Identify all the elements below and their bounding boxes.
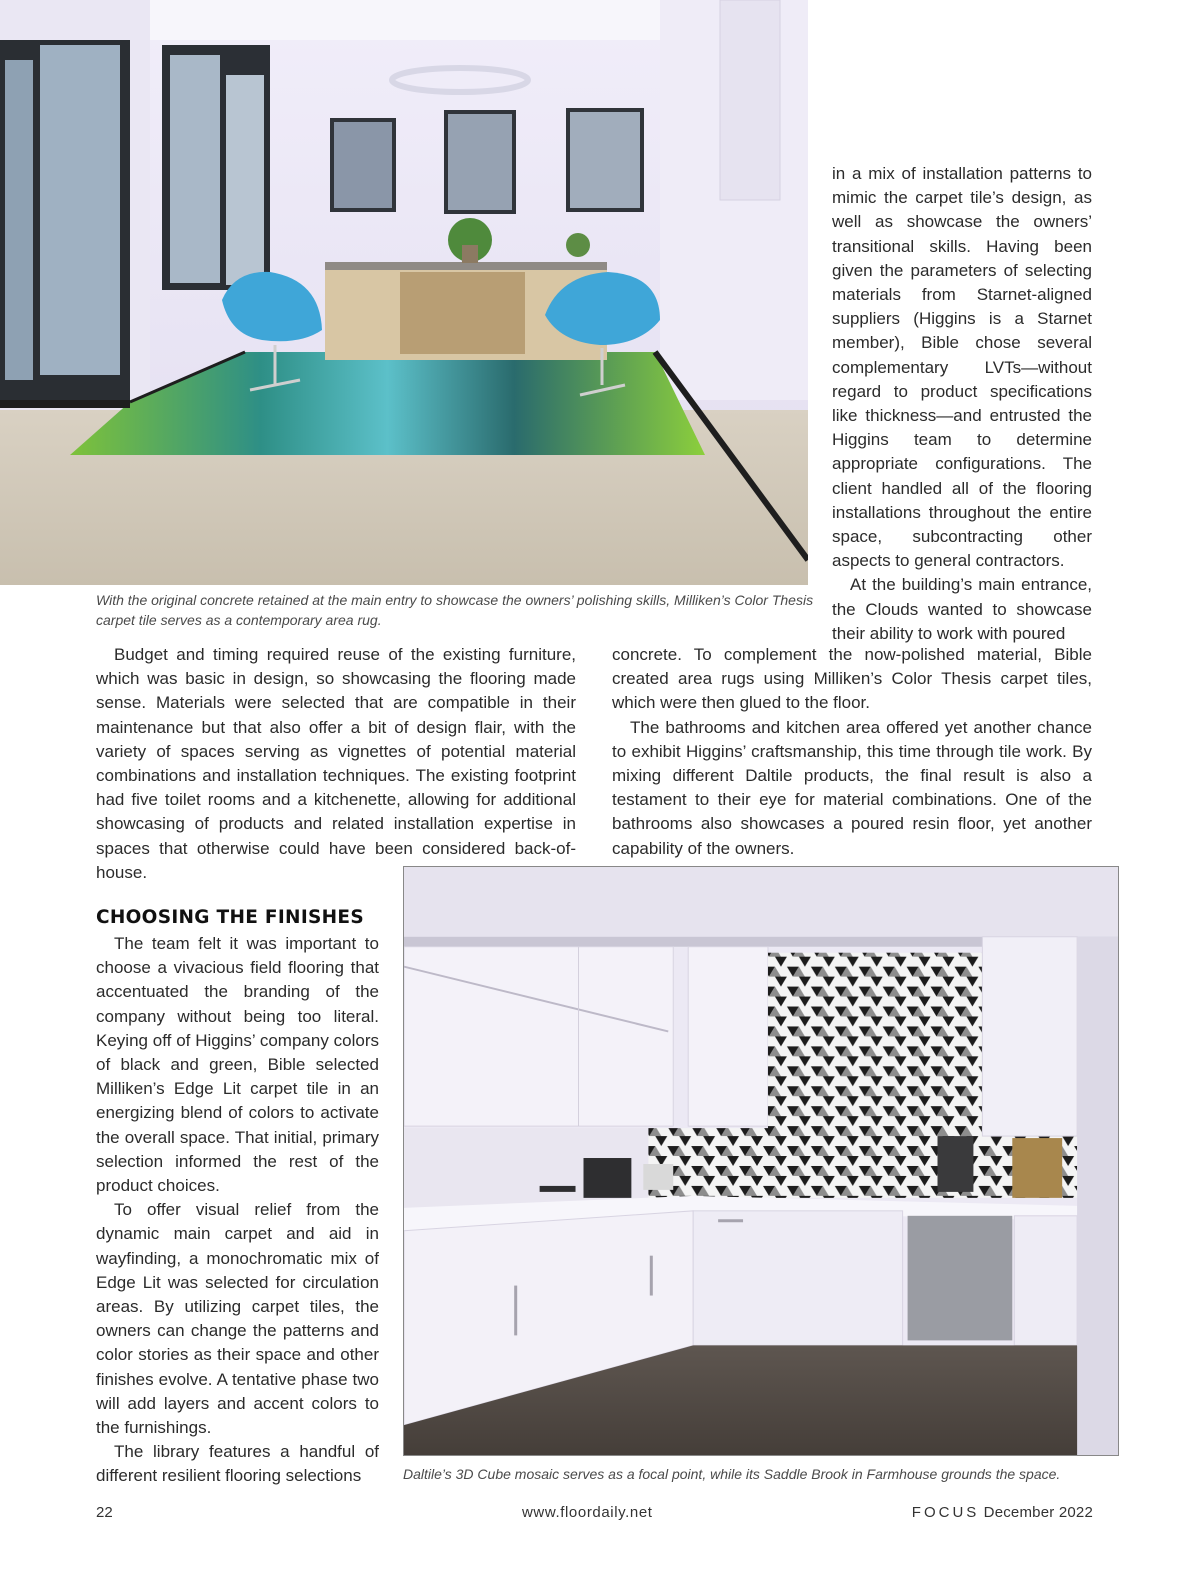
article-column-left-lower — [96, 906, 379, 1489]
issue-date: December 2022 — [983, 1504, 1093, 1521]
paragraph: The library features a handful of different resilient flooring selections — [96, 1442, 379, 1486]
paragraph: in a mix of installation patterns to mimic the carpet tile’s design, as well as showcase the owners’ transitional skills. Having been given the parameters of selecting materials from Starnet-aligned suppliers (Higgins is a Starnet member), Bible chose several complementary LVTs—without regard to product specifications like thickness—and entrusted the Higgins team to determine appropriate configurations. The client handled all of the flooring installations throughout the entire space, subcontracting other aspects to general contractors. — [832, 164, 1092, 571]
paragraph: The bathrooms and kitchen area offered yet another chance to exhibit Higgins’ craftsmanship, this time through tile work. By mixing different Daltile products, the final result is also a testament to their eye for material combinations. One of the bathrooms also showcases a poured resin floor, yet another capability of the owners. — [612, 717, 1092, 858]
paragraph: The team felt it was important to choose a vivacious field flooring that accentuated the branding of the company without being too literal. Keying off of Higgins’ company colors of black and green, Bible selected Milliken’s Edge Lit carpet tile in an energizing blend of colors to activate the overall space. That initial, primary selection informed the rest of the product choices. — [96, 934, 379, 1196]
page-number: 22 — [96, 1504, 113, 1521]
article-column-right-top — [832, 162, 1092, 646]
lobby-photo — [0, 0, 808, 585]
kitchen-photo — [403, 866, 1119, 1456]
paragraph: concrete. To complement the now-polished material, Bible created area rugs using Milliken’s Color Thesis carpet tiles, which were then glued to the floor. — [612, 645, 1092, 713]
article-column-mid-right — [612, 643, 1092, 861]
article-column-left-upper — [96, 643, 576, 885]
kitchen-photo-caption: Daltile’s 3D Cube mosaic serves as a focal point, while its Saddle Brook in Farmhouse grounds the space. — [403, 1466, 1061, 1482]
paragraph: Budget and timing required reuse of the existing furniture, which was basic in design, so showcasing the flooring made sense. Materials were selected that are compatible in their maintenance but that also offer a bit of design flair, with the variety of spaces serving as vignettes of potential material combinations and installation techniques. The existing footprint had five toilet rooms and a kitchenette, allowing for additional showcasing of products and related installation expertise in spaces that otherwise could have been considered back-of-house. — [96, 645, 576, 882]
magazine-issue — [912, 1504, 1093, 1521]
paragraph: At the building’s main entrance, the Clouds wanted to showcase their ability to work with poured — [832, 575, 1092, 643]
section-heading: CHOOSING THE FINISHES — [96, 907, 364, 928]
paragraph: To offer visual relief from the dynamic main carpet and aid in wayfinding, a monochromatic mix of Edge Lit was selected for circulation areas. By utilizing carpet tiles, the owners can change the patterns and color stories as their space and other finishes evolve. A tentative phase two will add layers and accent colors to the furnishings. — [96, 1200, 379, 1438]
magazine-name: FOCUS — [911, 1504, 980, 1521]
lobby-photo-caption: With the original concrete retained at the main entry to showcase the owners’ polishing skills, Milliken’s Color Thesis carpet tile serves as a contemporary area rug. — [96, 592, 814, 628]
website-url: www.floordaily.net — [522, 1504, 653, 1521]
